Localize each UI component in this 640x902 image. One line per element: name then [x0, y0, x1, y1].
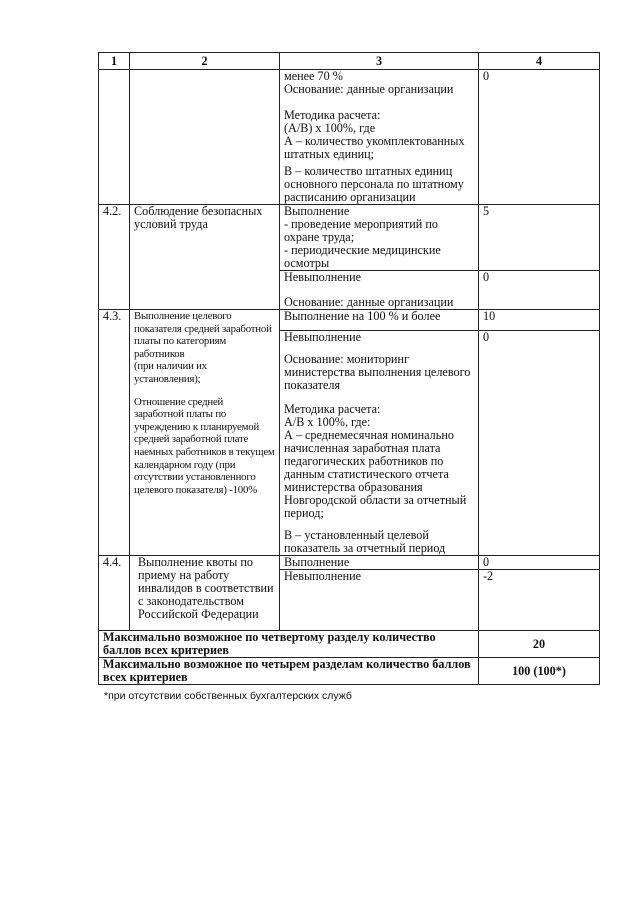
total-label: Максимально возможное по четырем разделам количество баллов всех критериев: [99, 658, 479, 685]
score-value: 0: [479, 271, 600, 310]
criterion-title: Выполнение квоты по приему на работу инвалидов в соответствии с законодательством Российской Федерации: [130, 556, 280, 631]
b-definition: В – установленный целевой показатель за отчетный период: [284, 528, 446, 555]
column-header: 3: [280, 53, 479, 70]
method-text: Методика расчета: (А/В) х 100%, где А – количество укомплектованных штатных единиц;: [284, 108, 465, 161]
criterion-condition: [280, 331, 479, 556]
criteria-table-page: [98, 52, 599, 685]
basis-text: Основание: данные организации: [284, 295, 454, 309]
b-definition: В – количество штатных единиц основного персонала по штатному расписанию организации: [284, 164, 464, 204]
criterion-condition: Невыполнение: [280, 570, 479, 631]
criterion-condition: Выполнение: [280, 556, 479, 570]
criterion-condition: [280, 205, 479, 271]
condition-text: Невыполнение: [284, 270, 362, 284]
criterion-row-4-4: [99, 556, 600, 570]
basis-text: Основание: мониторинг министерства выполнения целевого показателя: [284, 352, 471, 392]
total-value: 20: [479, 631, 600, 658]
criterion-number: 4.3.: [99, 310, 130, 556]
note-text: Отношение средней заработной платы по учреждению к планируемой средней заработной плате наемных работников в текущем календарном году (при отсутствии установленного целевого показателя) -100%: [134, 395, 275, 496]
column-header-row: [99, 53, 600, 70]
column-header: 2: [130, 53, 280, 70]
condition-text: менее 70 % Основание: данные организации: [284, 69, 454, 96]
total-row: [99, 658, 600, 685]
method-text: Методика расчета: А/В х 100%, где: А – среднемесячная номинально начисленная заработная плата педагогических работников по данным статистического отчета министерства образования Новгородской области за отчетный период;: [284, 402, 467, 520]
continued-row: [99, 70, 600, 205]
criterion-title: [130, 310, 280, 556]
score-value: -2: [479, 570, 600, 631]
footnote: *при отсутствии собственных бухгалтерских служб: [104, 690, 352, 702]
column-header: 1: [99, 53, 130, 70]
criterion-condition: [280, 310, 479, 331]
total-value: 100 (100*): [479, 658, 600, 685]
total-row: [99, 631, 600, 658]
criterion-row-4-2: [99, 205, 600, 271]
criterion-number: 4.2.: [99, 205, 130, 310]
criterion-title: [130, 70, 280, 205]
condition-text: Выполнение - проведение мероприятий по охране труда; - периодические медицинские осмотры: [284, 204, 441, 270]
column-header: 4: [479, 53, 600, 70]
score-value: 5: [479, 205, 600, 271]
total-label: Максимально возможное по четвертому разделу количество баллов всех критериев: [99, 631, 479, 658]
score-value: 10: [479, 310, 600, 331]
criterion-number: [99, 70, 130, 205]
criterion-condition: [280, 70, 479, 205]
criterion-row-4-3: [99, 310, 600, 331]
condition-text: Невыполнение: [284, 330, 362, 344]
criterion-title: Соблюдение безопасных условий труда: [130, 205, 280, 310]
score-value: 0: [479, 331, 600, 556]
criteria-table: [98, 52, 600, 685]
condition-text: Выполнение на 100 % и более: [284, 309, 441, 323]
criterion-condition: [280, 271, 479, 310]
score-value: 0: [479, 556, 600, 570]
title-text: Выполнение целевого показателя средней заработной платы по категориям работников (при наличии их установления);: [134, 310, 272, 385]
score-value: 0: [479, 70, 600, 205]
criterion-number: 4.4.: [99, 556, 130, 631]
